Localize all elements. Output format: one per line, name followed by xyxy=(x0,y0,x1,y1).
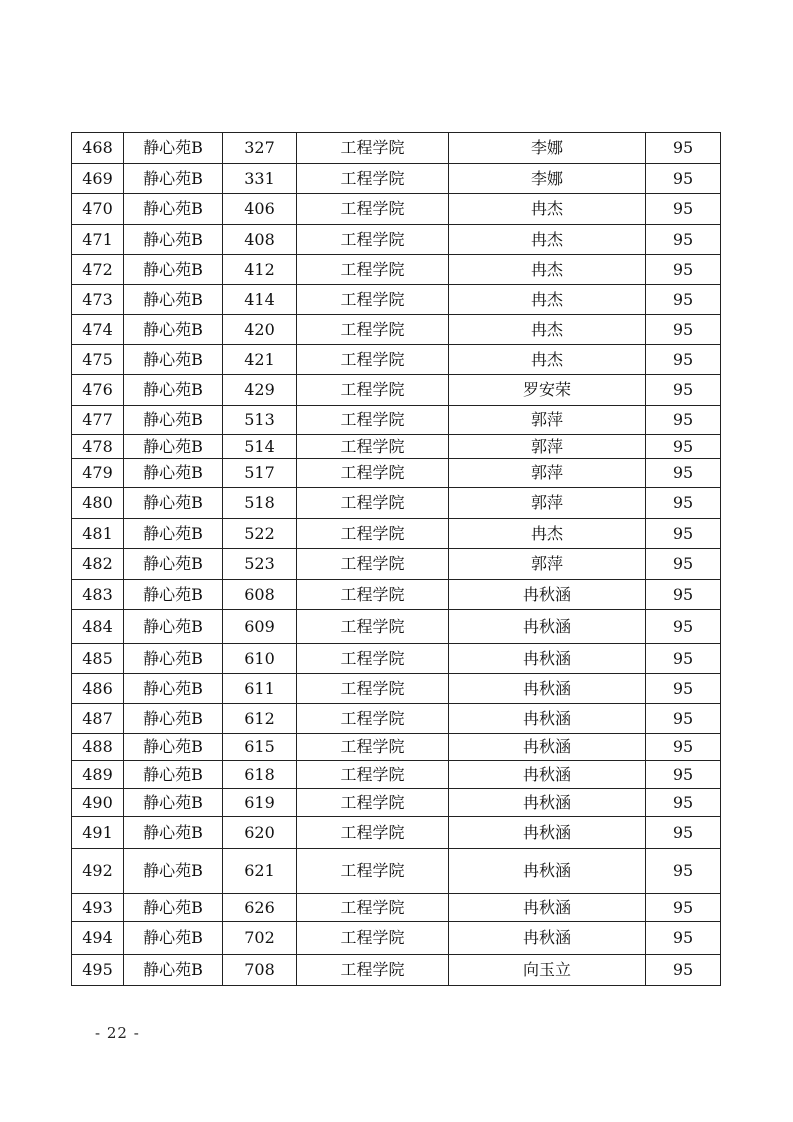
cell-college: 工程学院 xyxy=(297,761,449,789)
cell-college: 工程学院 xyxy=(297,580,449,610)
table-row xyxy=(72,406,721,435)
table-row xyxy=(72,255,721,285)
cell-college: 工程学院 xyxy=(297,519,449,549)
cell-no: 494 xyxy=(72,922,124,955)
cell-person: 冉秋涵 xyxy=(449,817,646,849)
cell-building: 静心苑B xyxy=(124,315,223,345)
cell-person: 冉秋涵 xyxy=(449,789,646,817)
cell-score: 95 xyxy=(646,761,721,789)
table-row xyxy=(72,375,721,406)
cell-building: 静心苑B xyxy=(124,610,223,644)
cell-room: 406 xyxy=(223,194,297,225)
cell-room: 523 xyxy=(223,549,297,580)
cell-score: 95 xyxy=(646,133,721,164)
cell-room: 327 xyxy=(223,133,297,164)
cell-building: 静心苑B xyxy=(124,704,223,734)
table-row xyxy=(72,644,721,674)
table-row xyxy=(72,315,721,345)
cell-no: 472 xyxy=(72,255,124,285)
cell-college: 工程学院 xyxy=(297,704,449,734)
cell-building: 静心苑B xyxy=(124,488,223,519)
cell-building: 静心苑B xyxy=(124,644,223,674)
cell-room: 621 xyxy=(223,849,297,894)
cell-no: 486 xyxy=(72,674,124,704)
cell-building: 静心苑B xyxy=(124,761,223,789)
cell-college: 工程学院 xyxy=(297,610,449,644)
cell-building: 静心苑B xyxy=(124,435,223,459)
cell-college: 工程学院 xyxy=(297,922,449,955)
cell-no: 470 xyxy=(72,194,124,225)
cell-person: 冉杰 xyxy=(449,285,646,315)
cell-building: 静心苑B xyxy=(124,817,223,849)
cell-college: 工程学院 xyxy=(297,194,449,225)
cell-room: 620 xyxy=(223,817,297,849)
cell-college: 工程学院 xyxy=(297,375,449,406)
cell-room: 421 xyxy=(223,345,297,375)
cell-no: 482 xyxy=(72,549,124,580)
cell-no: 485 xyxy=(72,644,124,674)
cell-college: 工程学院 xyxy=(297,285,449,315)
table-row xyxy=(72,704,721,734)
cell-person: 郭萍 xyxy=(449,406,646,435)
cell-building: 静心苑B xyxy=(124,133,223,164)
cell-score: 95 xyxy=(646,435,721,459)
cell-score: 95 xyxy=(646,817,721,849)
cell-college: 工程学院 xyxy=(297,406,449,435)
cell-person: 冉秋涵 xyxy=(449,644,646,674)
cell-room: 608 xyxy=(223,580,297,610)
cell-score: 95 xyxy=(646,459,721,488)
table-row xyxy=(72,610,721,644)
cell-room: 626 xyxy=(223,894,297,922)
cell-college: 工程学院 xyxy=(297,734,449,761)
cell-no: 469 xyxy=(72,164,124,194)
table-row xyxy=(72,580,721,610)
cell-no: 471 xyxy=(72,225,124,255)
cell-room: 610 xyxy=(223,644,297,674)
table-row xyxy=(72,459,721,488)
cell-room: 414 xyxy=(223,285,297,315)
cell-person: 郭萍 xyxy=(449,549,646,580)
table-row xyxy=(72,345,721,375)
cell-room: 522 xyxy=(223,519,297,549)
page-number: - 22 - xyxy=(95,1024,140,1042)
cell-college: 工程学院 xyxy=(297,789,449,817)
cell-room: 331 xyxy=(223,164,297,194)
cell-score: 95 xyxy=(646,644,721,674)
cell-college: 工程学院 xyxy=(297,255,449,285)
cell-score: 95 xyxy=(646,955,721,986)
cell-no: 489 xyxy=(72,761,124,789)
cell-score: 95 xyxy=(646,734,721,761)
cell-score: 95 xyxy=(646,610,721,644)
cell-score: 95 xyxy=(646,255,721,285)
cell-score: 95 xyxy=(646,849,721,894)
cell-score: 95 xyxy=(646,315,721,345)
cell-building: 静心苑B xyxy=(124,194,223,225)
cell-no: 479 xyxy=(72,459,124,488)
cell-building: 静心苑B xyxy=(124,894,223,922)
table-row xyxy=(72,164,721,194)
table-row xyxy=(72,817,721,849)
cell-building: 静心苑B xyxy=(124,285,223,315)
cell-no: 468 xyxy=(72,133,124,164)
cell-person: 李娜 xyxy=(449,133,646,164)
table-row xyxy=(72,955,721,986)
cell-college: 工程学院 xyxy=(297,345,449,375)
cell-college: 工程学院 xyxy=(297,133,449,164)
cell-no: 481 xyxy=(72,519,124,549)
cell-no: 477 xyxy=(72,406,124,435)
cell-no: 478 xyxy=(72,435,124,459)
cell-building: 静心苑B xyxy=(124,225,223,255)
cell-college: 工程学院 xyxy=(297,488,449,519)
cell-room: 517 xyxy=(223,459,297,488)
table-row xyxy=(72,849,721,894)
cell-building: 静心苑B xyxy=(124,955,223,986)
cell-person: 冉杰 xyxy=(449,315,646,345)
cell-person: 冉秋涵 xyxy=(449,580,646,610)
cell-score: 95 xyxy=(646,194,721,225)
cell-no: 487 xyxy=(72,704,124,734)
cell-person: 冉秋涵 xyxy=(449,674,646,704)
cell-college: 工程学院 xyxy=(297,459,449,488)
cell-score: 95 xyxy=(646,894,721,922)
cell-person: 冉秋涵 xyxy=(449,761,646,789)
cell-score: 95 xyxy=(646,580,721,610)
cell-no: 488 xyxy=(72,734,124,761)
cell-college: 工程学院 xyxy=(297,674,449,704)
table-body xyxy=(72,133,721,986)
cell-college: 工程学院 xyxy=(297,955,449,986)
cell-score: 95 xyxy=(646,375,721,406)
table-row xyxy=(72,488,721,519)
cell-person: 冉秋涵 xyxy=(449,894,646,922)
cell-person: 郭萍 xyxy=(449,435,646,459)
cell-building: 静心苑B xyxy=(124,549,223,580)
cell-room: 619 xyxy=(223,789,297,817)
cell-college: 工程学院 xyxy=(297,644,449,674)
cell-building: 静心苑B xyxy=(124,580,223,610)
table-row xyxy=(72,285,721,315)
cell-room: 513 xyxy=(223,406,297,435)
cell-person: 郭萍 xyxy=(449,459,646,488)
cell-college: 工程学院 xyxy=(297,894,449,922)
cell-building: 静心苑B xyxy=(124,255,223,285)
cell-score: 95 xyxy=(646,225,721,255)
cell-college: 工程学院 xyxy=(297,164,449,194)
table-row xyxy=(72,674,721,704)
cell-person: 冉秋涵 xyxy=(449,849,646,894)
cell-score: 95 xyxy=(646,549,721,580)
cell-no: 493 xyxy=(72,894,124,922)
cell-no: 473 xyxy=(72,285,124,315)
cell-building: 静心苑B xyxy=(124,345,223,375)
cell-room: 412 xyxy=(223,255,297,285)
cell-score: 95 xyxy=(646,674,721,704)
cell-person: 冉秋涵 xyxy=(449,704,646,734)
cell-person: 郭萍 xyxy=(449,488,646,519)
cell-no: 495 xyxy=(72,955,124,986)
cell-building: 静心苑B xyxy=(124,375,223,406)
cell-room: 429 xyxy=(223,375,297,406)
cell-room: 708 xyxy=(223,955,297,986)
cell-no: 490 xyxy=(72,789,124,817)
cell-building: 静心苑B xyxy=(124,922,223,955)
cell-room: 702 xyxy=(223,922,297,955)
cell-room: 518 xyxy=(223,488,297,519)
cell-room: 612 xyxy=(223,704,297,734)
table-row xyxy=(72,133,721,164)
cell-room: 618 xyxy=(223,761,297,789)
cell-person: 冉杰 xyxy=(449,519,646,549)
cell-college: 工程学院 xyxy=(297,849,449,894)
cell-building: 静心苑B xyxy=(124,459,223,488)
cell-score: 95 xyxy=(646,922,721,955)
cell-college: 工程学院 xyxy=(297,435,449,459)
table-row xyxy=(72,519,721,549)
table-row xyxy=(72,734,721,761)
cell-college: 工程学院 xyxy=(297,817,449,849)
cell-building: 静心苑B xyxy=(124,789,223,817)
cell-person: 冉秋涵 xyxy=(449,610,646,644)
cell-room: 514 xyxy=(223,435,297,459)
cell-score: 95 xyxy=(646,519,721,549)
cell-building: 静心苑B xyxy=(124,674,223,704)
cell-person: 冉杰 xyxy=(449,194,646,225)
cell-person: 冉秋涵 xyxy=(449,734,646,761)
cell-person: 冉杰 xyxy=(449,255,646,285)
cell-score: 95 xyxy=(646,704,721,734)
cell-no: 480 xyxy=(72,488,124,519)
cell-no: 483 xyxy=(72,580,124,610)
cell-no: 491 xyxy=(72,817,124,849)
cell-person: 向玉立 xyxy=(449,955,646,986)
cell-score: 95 xyxy=(646,406,721,435)
table-row xyxy=(72,761,721,789)
cell-room: 615 xyxy=(223,734,297,761)
cell-no: 475 xyxy=(72,345,124,375)
table-row xyxy=(72,894,721,922)
cell-building: 静心苑B xyxy=(124,734,223,761)
cell-person: 冉秋涵 xyxy=(449,922,646,955)
cell-college: 工程学院 xyxy=(297,549,449,580)
table-row xyxy=(72,549,721,580)
cell-score: 95 xyxy=(646,789,721,817)
cell-score: 95 xyxy=(646,488,721,519)
cell-building: 静心苑B xyxy=(124,406,223,435)
cell-no: 492 xyxy=(72,849,124,894)
cell-no: 474 xyxy=(72,315,124,345)
table-row xyxy=(72,789,721,817)
dorm-score-table xyxy=(71,132,721,986)
table-row xyxy=(72,194,721,225)
cell-no: 476 xyxy=(72,375,124,406)
cell-room: 408 xyxy=(223,225,297,255)
table-row xyxy=(72,225,721,255)
cell-person: 冉杰 xyxy=(449,345,646,375)
table-row xyxy=(72,435,721,459)
cell-college: 工程学院 xyxy=(297,225,449,255)
cell-building: 静心苑B xyxy=(124,849,223,894)
cell-college: 工程学院 xyxy=(297,315,449,345)
cell-person: 冉杰 xyxy=(449,225,646,255)
cell-building: 静心苑B xyxy=(124,164,223,194)
cell-room: 609 xyxy=(223,610,297,644)
table-row xyxy=(72,922,721,955)
cell-room: 611 xyxy=(223,674,297,704)
cell-room: 420 xyxy=(223,315,297,345)
cell-score: 95 xyxy=(646,345,721,375)
cell-score: 95 xyxy=(646,164,721,194)
cell-person: 李娜 xyxy=(449,164,646,194)
cell-no: 484 xyxy=(72,610,124,644)
cell-person: 罗安荣 xyxy=(449,375,646,406)
cell-score: 95 xyxy=(646,285,721,315)
cell-building: 静心苑B xyxy=(124,519,223,549)
